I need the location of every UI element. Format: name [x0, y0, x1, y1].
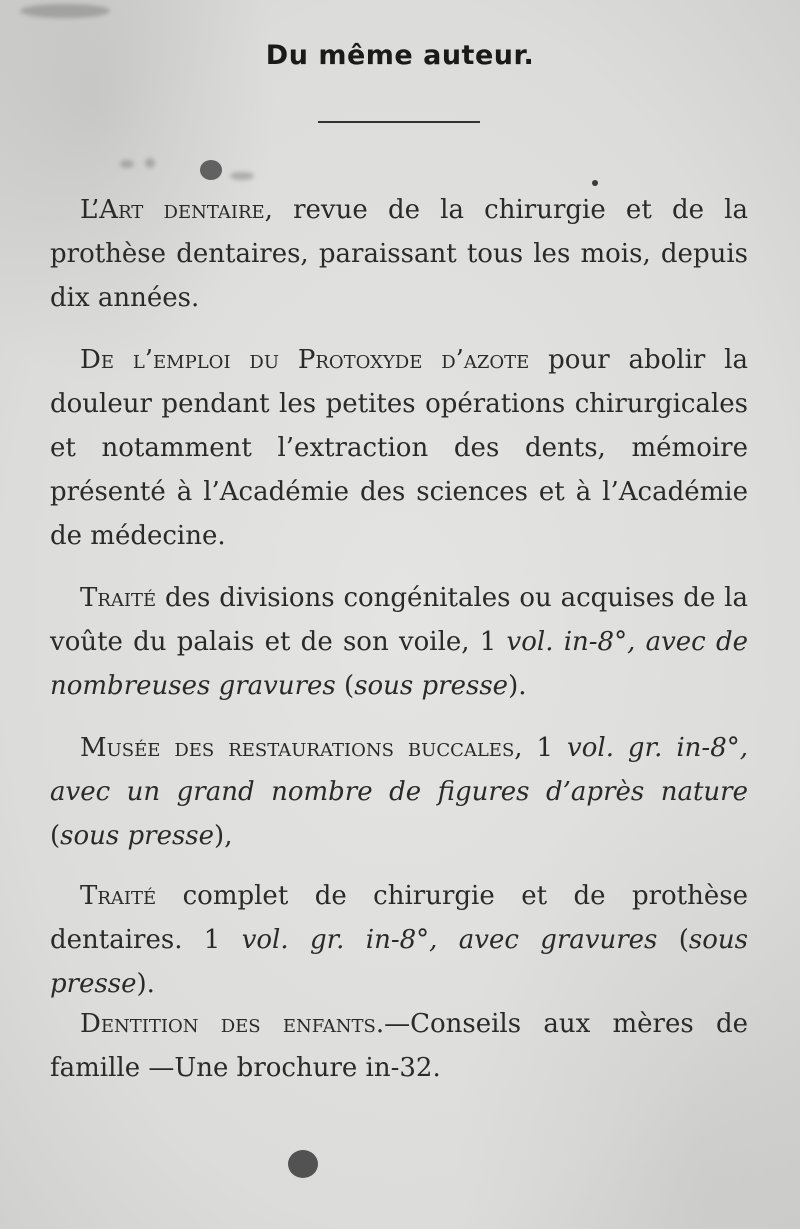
entry-text: ).	[136, 969, 155, 999]
entry-text: ),	[214, 821, 233, 851]
entry-text: , 1	[514, 733, 568, 763]
entry-text: ).	[508, 671, 527, 701]
entry-title: Dentition des enfants	[80, 1009, 376, 1039]
entry-text: (	[335, 671, 355, 701]
entry-text: .—Conseils aux mères de famille —Une brochure in-32.	[50, 1009, 748, 1083]
ink-dot	[592, 180, 598, 186]
ink-smudge	[145, 158, 155, 168]
entry-art-dentaire	[50, 188, 748, 320]
entry-italic: sous presse	[354, 671, 509, 701]
entry-italic: sous presse	[60, 821, 215, 851]
ink-blot	[200, 160, 222, 180]
entry-title: Musée des restaurations buccales	[80, 733, 515, 763]
entry-italic: vol. gr. in-8°, avec un grand nombre de figures d’après nature	[50, 733, 749, 807]
entry-title: Traité	[80, 583, 157, 613]
ink-smudge	[120, 160, 134, 168]
ink-smudge	[230, 172, 254, 180]
entry-italic: vol. in-8°, avec de nombreuses gravures	[50, 627, 748, 701]
entry-text: , revue de la chirurgie et de la prothèse dentaires, paraissant tous les mois, depuis dix années.	[50, 195, 748, 313]
entry-musee	[50, 726, 748, 858]
entry-protoxyde	[50, 338, 748, 558]
entry-italic: vol. gr. in-8°, avec gravures	[241, 925, 658, 955]
entry-text: pour abolir la douleur pendant les petites opérations chirurgicales et notamment l’extraction des dents, mémoire présenté à l’Académie des sciences et à l’Académie de médecine.	[50, 345, 748, 551]
entry-text: des divisions congénitales ou acquises de la voûte du palais et de son voile, 1	[50, 583, 748, 657]
title-rule	[318, 121, 480, 123]
entry-italic: sous presse	[50, 925, 748, 999]
ink-blot	[288, 1150, 318, 1178]
entry-text: (	[657, 925, 689, 955]
entry-title: L’Art dentaire	[80, 195, 265, 225]
entry-dentition	[50, 1002, 748, 1090]
entry-title: Traité	[80, 881, 157, 911]
entry-text: complet de chirurgie et de prothèse dentaires. 1	[50, 881, 748, 955]
entry-traite-divisions	[50, 576, 748, 708]
entry-title: De l’emploi du Protoxyde d’azote	[80, 345, 530, 375]
page-title: Du même auteur.	[265, 40, 535, 71]
ink-smudge	[20, 4, 110, 18]
entry-traite-complet	[50, 874, 748, 1006]
entry-text: (	[50, 821, 61, 851]
